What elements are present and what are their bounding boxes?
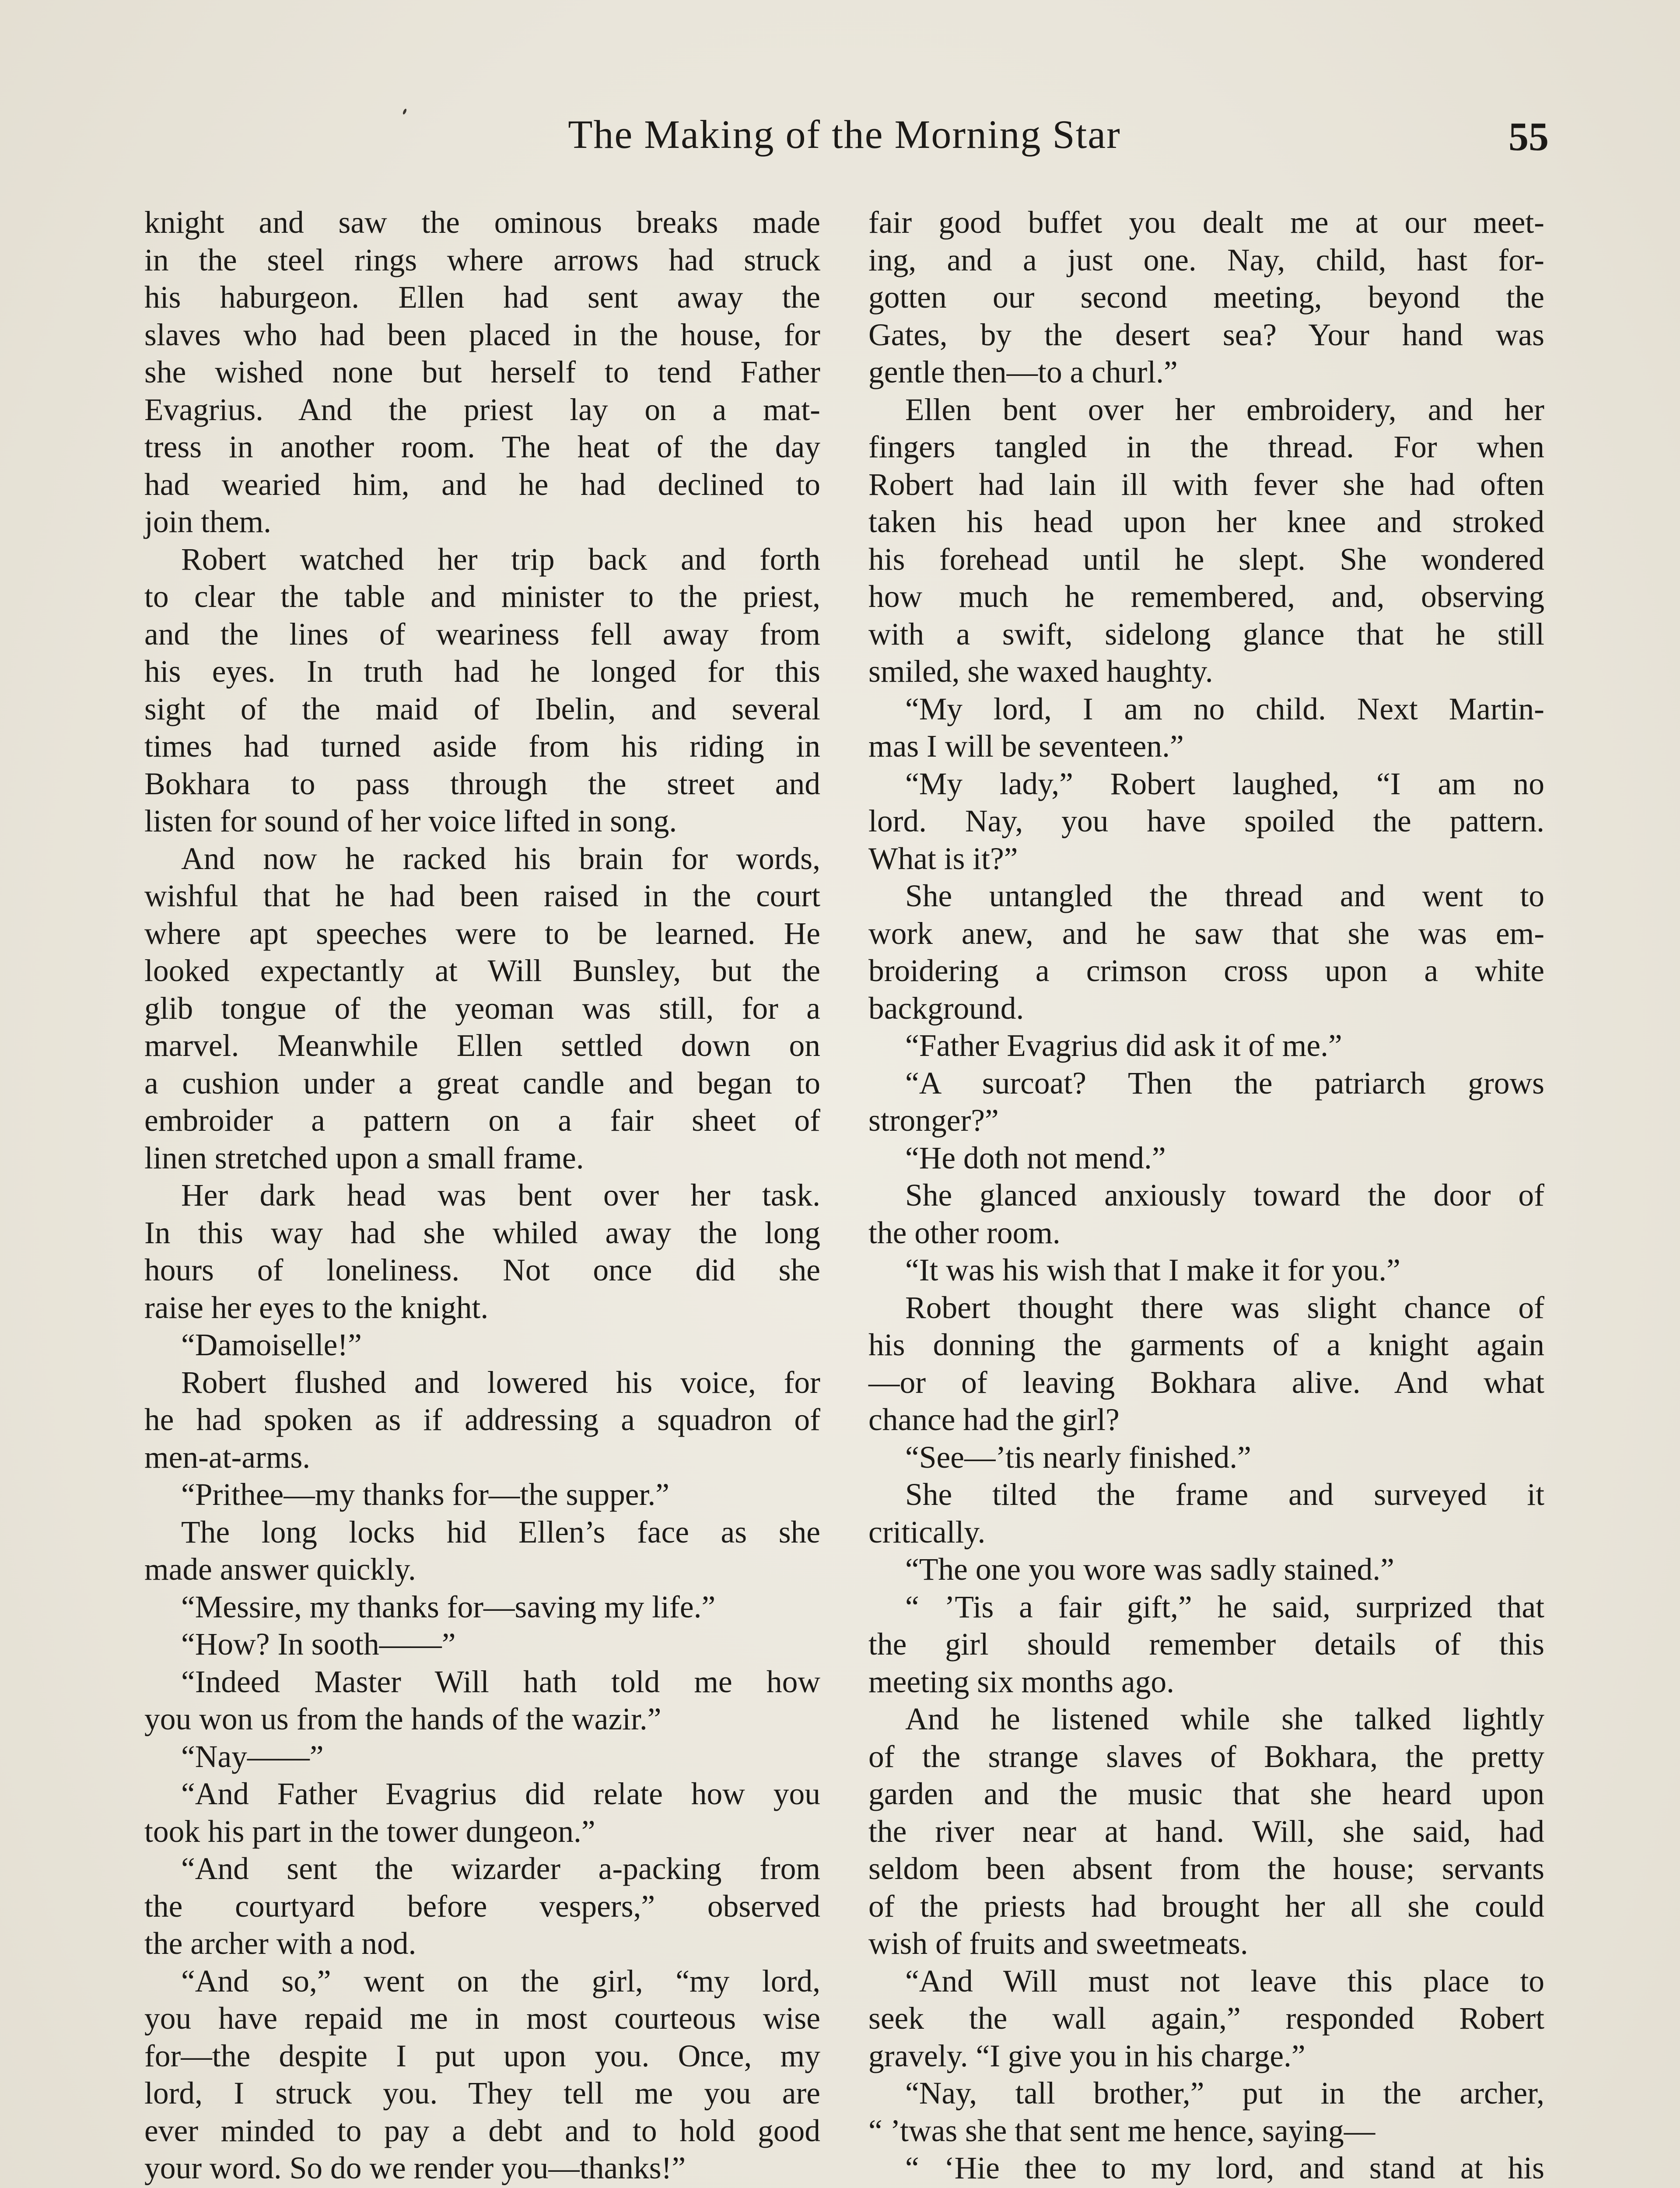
text-line: embroider a pattern on a fair sheet of xyxy=(144,1103,820,1138)
text-line: of the priests had brought her all she could xyxy=(868,1889,1544,1924)
text-line: you have repaid me in most courteous wise xyxy=(144,2001,820,2036)
text-line: his forehead until he slept. She wondered xyxy=(868,542,1544,577)
paragraph xyxy=(144,1775,820,1850)
text-line: She glanced anxiously toward the door of xyxy=(905,1178,1544,1213)
text-line: “ ‘Hie thee to my lord, and stand at his xyxy=(905,2151,1544,2185)
text-line: hours of loneliness. Not once did she xyxy=(144,1253,820,1287)
paragraph xyxy=(144,1476,820,1514)
paragraph xyxy=(868,1588,1544,1701)
paragraph xyxy=(144,1963,820,2187)
paragraph xyxy=(868,1551,1544,1588)
text-line: “ ’twas she that sent me hence, saying— xyxy=(868,2113,1376,2148)
text-column-right xyxy=(868,204,1544,2188)
text-line: meeting six months ago. xyxy=(868,1664,1175,1699)
text-line: ing, and a just one. Nay, child, hast for- xyxy=(868,242,1544,277)
paragraph xyxy=(868,1252,1544,1289)
text-line: sight of the maid of Ibelin, and several xyxy=(144,691,820,726)
text-line: “My lady,” Robert laughed, “I am no xyxy=(905,766,1544,801)
text-line: times had turned aside from his riding in xyxy=(144,729,820,764)
text-line: where apt speeches were to be learned. He xyxy=(144,916,820,951)
text-line: the girl should remember details of this xyxy=(868,1627,1544,1662)
text-line: raise her eyes to the knight. xyxy=(144,1290,489,1325)
text-line: fingers tangled in the thread. For when xyxy=(868,430,1544,464)
paragraph xyxy=(144,204,820,541)
text-line: What is it?” xyxy=(868,841,1018,876)
paragraph xyxy=(144,1177,820,1326)
text-line: And now he racked his brain for words, xyxy=(181,841,820,876)
paragraph xyxy=(868,691,1544,765)
text-line: mas I will be seventeen.” xyxy=(868,729,1184,764)
text-line: gravely. “I give you in his charge.” xyxy=(868,2038,1306,2073)
text-line: “How? In sooth——” xyxy=(181,1627,456,1662)
text-line: made answer quickly. xyxy=(144,1552,416,1587)
text-line: he had spoken as if addressing a squadron of xyxy=(144,1403,820,1437)
text-line: gotten our second meeting, beyond the xyxy=(868,280,1544,315)
paragraph xyxy=(868,1439,1544,1476)
text-line: “The one you wore was sadly stained.” xyxy=(905,1552,1394,1587)
text-line: Robert thought there was slight chance of xyxy=(905,1290,1544,1325)
text-line: Her dark head was bent over her task. xyxy=(181,1178,820,1213)
text-line: she wished none but herself to tend Father xyxy=(144,355,820,389)
text-line: “My lord, I am no child. Next Martin- xyxy=(905,691,1544,726)
paragraph xyxy=(868,877,1544,1027)
text-line: his haburgeon. Ellen had sent away the xyxy=(144,280,820,315)
paragraph xyxy=(868,1963,1544,2075)
text-line: critically. xyxy=(868,1515,986,1550)
paragraph xyxy=(868,2149,1544,2188)
text-line: of the strange slaves of Bokhara, the pretty xyxy=(868,1739,1544,1774)
text-line: The long locks hid Ellen’s face as she xyxy=(181,1515,820,1550)
text-line: work anew, and he saw that she was em- xyxy=(868,916,1544,951)
paragraph xyxy=(144,1626,820,1663)
paragraph xyxy=(868,1476,1544,1551)
text-line: garden and the music that she heard upon xyxy=(868,1777,1544,1811)
text-line: you won us from the hands of the wazir.” xyxy=(144,1702,662,1736)
text-line: chance had the girl? xyxy=(868,1403,1120,1437)
paragraph xyxy=(144,1663,820,1738)
text-line: “Father Evagrius did ask it of me.” xyxy=(905,1028,1342,1063)
paragraph xyxy=(868,1140,1544,1177)
paragraph xyxy=(144,840,820,1177)
text-line: In this way had she whiled away the long xyxy=(144,1215,820,1250)
running-head xyxy=(144,102,1549,167)
text-line: “It was his wish that I make it for you.” xyxy=(905,1253,1400,1287)
text-line: “Messire, my thanks for—saving my life.” xyxy=(181,1589,716,1624)
paragraph xyxy=(868,1065,1544,1140)
text-line: took his part in the tower dungeon.” xyxy=(144,1814,595,1849)
text-line: gentle then—to a churl.” xyxy=(868,355,1178,389)
paragraph xyxy=(868,2075,1544,2149)
paragraph xyxy=(868,765,1544,878)
text-line: had wearied him, and he had declined to xyxy=(144,467,820,502)
text-line: “ ’Tis a fair gift,” he said, surprized that xyxy=(905,1589,1544,1624)
text-line: taken his head upon her knee and stroked xyxy=(868,505,1544,539)
text-line: “Damoiselle!” xyxy=(181,1328,362,1362)
text-line: how much he remembered, and, observing xyxy=(868,579,1544,614)
text-line: his eyes. In truth had he longed for this xyxy=(144,654,820,689)
text-line: smiled, she waxed haughty. xyxy=(868,654,1213,689)
text-line: “Nay——” xyxy=(181,1739,324,1774)
text-line: seldom been absent from the house; servants xyxy=(868,1851,1544,1886)
paragraph xyxy=(144,1514,820,1588)
text-line: linen stretched upon a small frame. xyxy=(144,1140,584,1175)
text-line: his donning the garments of a knight again xyxy=(868,1328,1544,1362)
page-number: 55 xyxy=(1508,114,1549,159)
text-column-left xyxy=(144,204,820,2188)
text-line: to clear the table and minister to the priest, xyxy=(144,579,820,614)
paragraph xyxy=(144,1326,820,1364)
text-line: “And so,” went on the girl, “my lord, xyxy=(181,1964,820,1999)
text-line: “He doth not mend.” xyxy=(905,1140,1166,1175)
text-line: listen for sound of her voice lifted in song. xyxy=(144,804,677,838)
text-line: “Nay, tall brother,” put in the archer, xyxy=(905,2076,1544,2111)
text-line: broidering a crimson cross upon a white xyxy=(868,954,1544,988)
text-line: lord, I struck you. They tell me you are xyxy=(144,2076,820,2111)
text-line: “See—’tis nearly finished.” xyxy=(905,1440,1251,1475)
text-line: looked expectantly at Will Bunsley, but the xyxy=(144,954,820,988)
paragraph xyxy=(868,1701,1544,1963)
text-line: Robert flushed and lowered his voice, for xyxy=(181,1365,820,1400)
paragraph xyxy=(144,1738,820,1776)
text-line: a cushion under a great candle and began to xyxy=(144,1066,820,1101)
text-line: Bokhara to pass through the street and xyxy=(144,766,820,801)
text-line: glib tongue of the yeoman was still, for a xyxy=(144,991,820,1026)
text-line: the other room. xyxy=(868,1215,1060,1250)
text-line: marvel. Meanwhile Ellen settled down on xyxy=(144,1028,820,1063)
paragraph xyxy=(868,1289,1544,1439)
text-line: Ellen bent over her embroidery, and her xyxy=(905,392,1544,427)
text-line: the courtyard before vespers,” observed xyxy=(144,1889,820,1924)
text-line: knight and saw the ominous breaks made xyxy=(144,205,820,240)
text-line: Robert watched her trip back and forth xyxy=(181,542,820,577)
text-line: slaves who had been placed in the house, for xyxy=(144,317,820,352)
text-line: the river near at hand. Will, she said, had xyxy=(868,1814,1544,1849)
paragraph xyxy=(868,204,1544,391)
text-line: “Indeed Master Will hath told me how xyxy=(181,1664,820,1699)
text-line: men-at-arms. xyxy=(144,1440,311,1475)
paragraph xyxy=(868,1177,1544,1252)
paragraph xyxy=(144,1588,820,1626)
text-line: stronger?” xyxy=(868,1103,999,1138)
text-line: for—the despite I put upon you. Once, my xyxy=(144,2038,820,2073)
text-line: Gates, by the desert sea? Your hand was xyxy=(868,317,1544,352)
text-line: ever minded to pay a debt and to hold good xyxy=(144,2113,820,2148)
text-line: your word. So do we render you—thanks!” xyxy=(144,2151,686,2185)
text-line: “Prithee—my thanks for—the supper.” xyxy=(181,1477,669,1512)
text-line: join them. xyxy=(144,505,271,539)
paragraph xyxy=(144,1850,820,1963)
text-line: with a swift, sidelong glance that he still xyxy=(868,617,1544,652)
text-line: tress in another room. The heat of the day xyxy=(144,430,820,464)
text-line: the archer with a nod. xyxy=(144,1926,416,1961)
text-line: seek the wall again,” responded Robert xyxy=(868,2001,1544,2036)
text-line: Robert had lain ill with fever she had often xyxy=(868,467,1544,502)
text-line: “And Will must not leave this place to xyxy=(905,1964,1544,1999)
text-line: And he listened while she talked lightly xyxy=(905,1702,1544,1736)
text-line: “And Father Evagrius did relate how you xyxy=(181,1777,820,1811)
text-line: and the lines of weariness fell away from xyxy=(144,617,820,652)
text-line: “A surcoat? Then the patriarch grows xyxy=(905,1066,1544,1101)
text-line: She tilted the frame and surveyed it xyxy=(905,1477,1544,1512)
page-title: The Making of the Morning Star xyxy=(568,112,1121,157)
text-line: “And sent the wizarder a-packing from xyxy=(181,1851,820,1886)
paragraph xyxy=(868,391,1544,691)
paragraph xyxy=(144,541,820,840)
text-line: She untangled the thread and went to xyxy=(905,879,1544,913)
text-line: lord. Nay, you have spoiled the pattern. xyxy=(868,804,1544,838)
paragraph xyxy=(868,1027,1544,1065)
text-line: Evagrius. And the priest lay on a mat- xyxy=(144,392,820,427)
text-line: in the steel rings where arrows had struck xyxy=(144,242,820,277)
paragraph xyxy=(144,1364,820,1476)
text-line: background. xyxy=(868,991,1024,1026)
text-line: fair good buffet you dealt me at our meet- xyxy=(868,205,1544,240)
text-line: wishful that he had been raised in the court xyxy=(144,879,820,913)
text-line: —or of leaving Bokhara alive. And what xyxy=(868,1365,1544,1400)
text-line: wish of fruits and sweetmeats. xyxy=(868,1926,1248,1961)
